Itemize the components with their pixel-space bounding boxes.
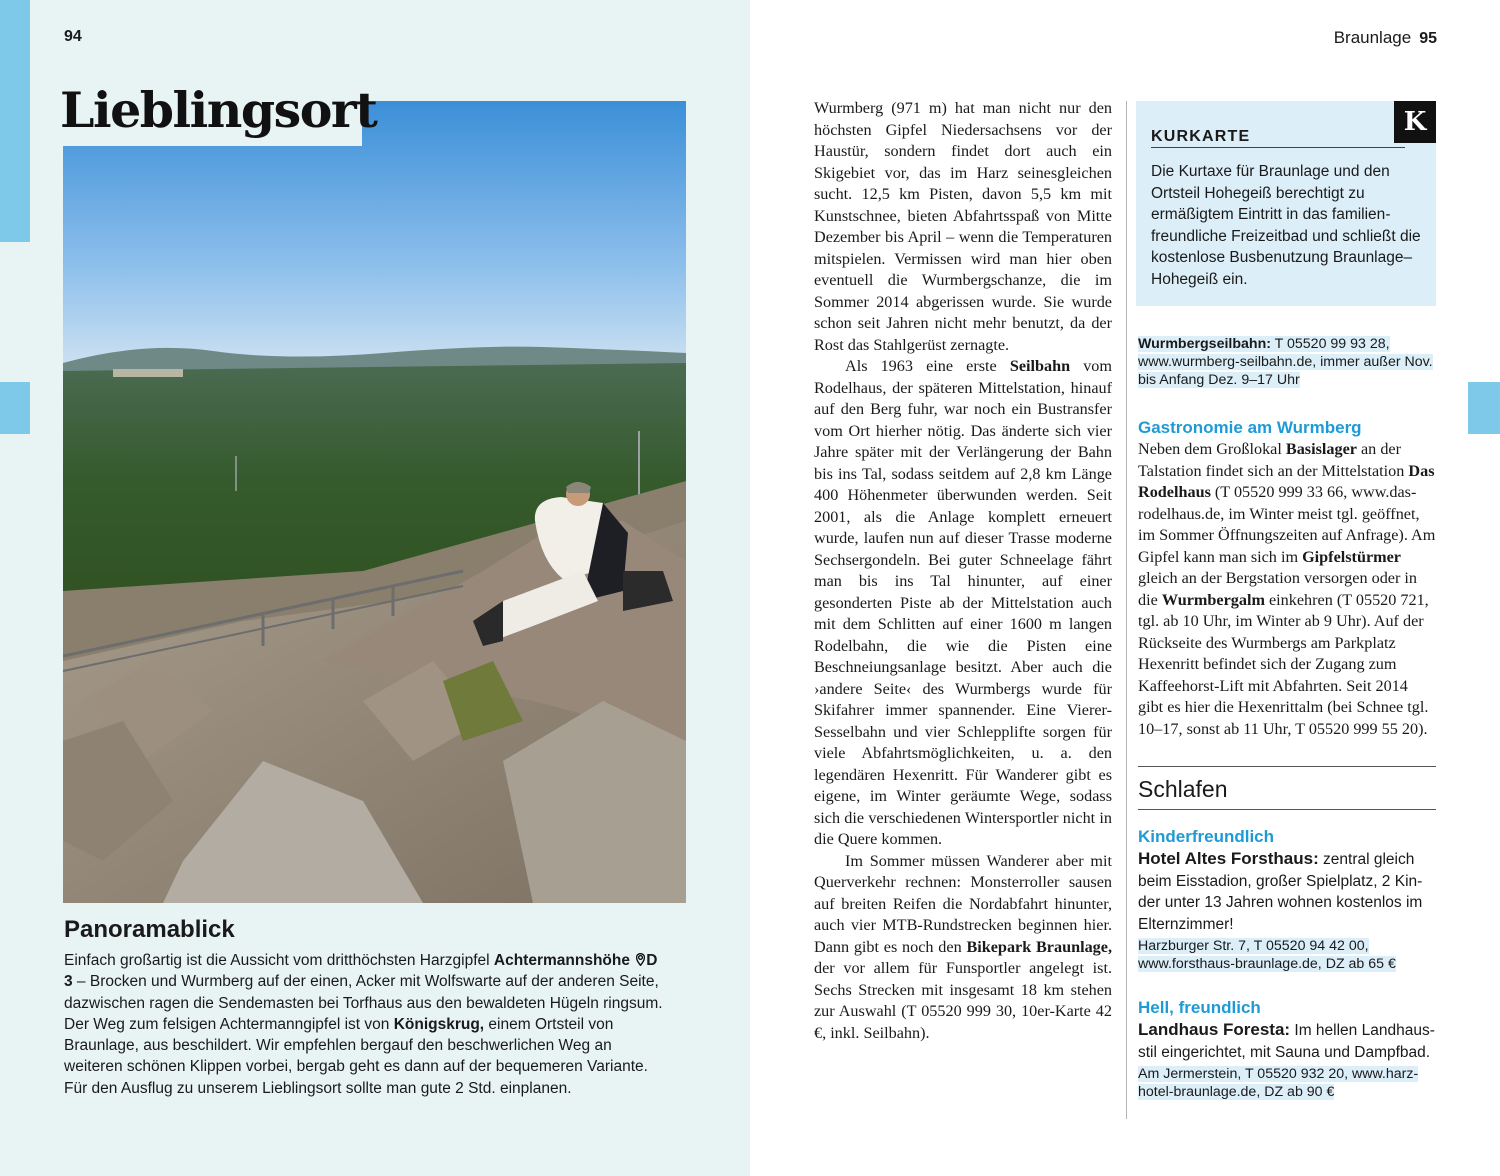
kurkarte-info-box	[1136, 101, 1436, 306]
hotel-entry	[1138, 826, 1436, 973]
section-body-panoramablick: Einfach großartig ist die Aussicht vom dritthöchsten Harzgipfel Achtermannshöhe D 3 – Brocken und Wurmberg auf der einen, Acker mit Wolfswarte auf der anderen Seite, dazwischen ragen die Sendemasten bei Torfhaus aus den bewaldeten Hügeln ringsum. Der Weg zum felsigen Achtermanngipfel ist von Königskrug, einem Ortsteil von Braunlage, aus beschildert. Wir empfehlen bergauf den beschwerlichen Weg an weiteren schönen Klippen vorbei, bergab geht es dann auf der bequemeren Variante. Für den Ausflug zu unserem Lieblingsort sollte man gute 2 Std. einplanen.	[64, 952, 663, 1097]
chapter-tab-marker-right	[1468, 382, 1500, 434]
schlafen-heading: Schlafen	[1138, 776, 1228, 802]
paragraph-sommer: Im Sommer müssen Wanderer aber mit Querverkehr rechnen: Monsterroller sausen auf breiten Reifen die Nordabfahrt hinunter, auch vier MTB-Rundstrecken beginnen hier. Dann gibt es noch den Bikepark Braunlage, der vor allem für Funsportler angelegt ist. Sechs Strecken mit insgesamt 18 km stehen zur Auswahl (T 05520 999 30, 10er-Karte 42 €, inkl. Seilbahn).	[814, 851, 1112, 1042]
hotel-description: Landhaus Foresta: Im hellen Landhausstil eingerichtet, mit Sauna und Dampfbad.	[1138, 1020, 1435, 1061]
map-pin-icon	[636, 953, 645, 966]
page-title: Lieblingsort	[60, 81, 377, 139]
hotel-entry	[1138, 997, 1436, 1101]
gastro-heading: Gastronomie am Wurmberg	[1138, 418, 1362, 437]
page-number-left: 94	[64, 28, 82, 45]
hotel-category: Hell, freundlich	[1138, 998, 1261, 1017]
hotel-name: Hotel Altes Forsthaus:	[1138, 849, 1319, 868]
kurkarte-title-underline	[1151, 147, 1405, 148]
right-page	[750, 0, 1500, 1176]
hotel-category: Kinderfreundlich	[1138, 827, 1275, 846]
schlafen-rule-bottom	[1138, 809, 1436, 810]
page-number-right: 95	[1419, 30, 1437, 47]
paragraph-wurmberg: Wurmberg (971 m) hat man nicht nur den höchsten Gipfel Niedersachsens vor der Haustür, sondern findet dort auch ein Skigebiet vor, das im Harz seinesgleichen sucht. 12,5 km Pisten, davon 5,5 km mit Kunstschnee, bieten Abfahrtsspaß von Mitte Dezember bis April – wenn die Temperaturen mitspielen. Vermissen wird man hier oben eventuell die Wurmbergschanze, die im Sommer 2014 abgerissen wurde. Sie wurde schon seit Jahren nicht mehr benutzt, da der Rost das Stahlgerüst zernagte.	[814, 99, 1112, 354]
side-column	[1138, 335, 1436, 1101]
place-koenigskrug: Königskrug,	[393, 1015, 485, 1033]
hotel-description: Hotel Altes Forsthaus: zentral gleich beim Eisstadion, großer Spielplatz, 2 Kinder unter 13 Jahren wohnen kostenlos im Elternzimmer!	[1138, 849, 1423, 933]
hotel-info: Am Jermerstein, T 05520 932 20, www.harz-hotel-braunlage.de, DZ ab 90 €	[1138, 1066, 1419, 1100]
gastro-text: Neben dem Großlokal Basislager an der Talstation findet sich an der Mittelstation Das Rodelhaus (T 05520 999 33 66, www.das-rodelhaus.de, im Winter meist tgl. geöffnet, im Sommer Öffnungszeiten auf Anfrage). Am Gipfel kann man sich im Gipfelstürmer gleich an der Bergstation versorgen oder in die Wurmbergalm einkehren (T 05520 721, tgl. ab 10 Uhr, im Winter ab 9 Uhr). Auf der Rückseite des Wurmbergs am Parkplatz Hexenritt befindet sich der Zugang zum Kaffeehorst-Lift mit Abfahrten. Seit 2014 gibt es hier die Hexenrittalm (bei Schnee tgl. 10–17, sonst ab 11 Uhr, T 05520 999 55 20).	[1138, 440, 1436, 738]
running-header-section: Braunlage	[1333, 28, 1412, 47]
paragraph-seilbahn: Als 1963 eine erste Seilbahn vom Rodelhaus, der späteren Mittelstation, hinauf auf den Berg fuhr, war noch ein Bustransfer vom Ort hierher nötig. Das änderte sich vier Jahre später mit der Verlängerung der Bahn bis ins Tal, sodass seitdem auf 2,8 km Länge 400 Höhenmeter überwunden werden. Seit 2001, als die Anlage komplett erneuert wurde, laufen nun auf dieser Trasse moderne Sechsergondeln. Bei guter Schneelage fährt man bis ins Tal hinunter, auf einer gesonderten Piste ab der Mittelstation auch mit dem Schlitten auf einer 1600 m langen Rodelbahn, die wie die Pisten eine Beschneiungsanlage besitzt. Aber auch die ›andere Seite‹ des Wurmbergs wurde für Skifahrer immer spannender. Eine Vierer-Sesselbahn und vier Schlepplifte sorgen für viele Abfahrtsmöglichkeiten, u. a. den legendären Hexenritt. Für Wanderer gibt es eigene, im Winter geräumte Wege, sodass sich die verschiedenen Wintersportler nicht in die Quere kommen.	[814, 357, 1112, 848]
kurkarte-title: KURKARTE	[1151, 128, 1251, 145]
chapter-tab-marker	[0, 0, 30, 242]
hero-photo-mountain-view	[63, 101, 686, 903]
map-reference: D 3	[64, 952, 658, 991]
kurkarte-text: Die Kurtaxe für Braunlage und den Ortsteil Hohegeiß berechtigt zu ermäßigtem Eintritt in das familienfreundliche Freizeitbad und schließt die kostenlose Busbenutzung Braunlage–Hohegeiß ein.	[1151, 163, 1421, 288]
hotel-name: Landhaus Foresta:	[1138, 1020, 1291, 1039]
place-achtermannshoehe: Achtermannshöhe	[493, 952, 630, 969]
k-icon: K	[1394, 101, 1436, 143]
running-header	[1334, 28, 1437, 48]
seilbahn-info: Wurmbergseilbahn: T 05520 99 93 28, www.wurmberg-seilbahn.de, immer außer Nov. bis Anfang Dez. 9–17 Uhr	[1138, 336, 1433, 388]
main-text-column	[814, 98, 1112, 1044]
chapter-tab-marker-middle	[0, 382, 30, 434]
hotel-info: Harzburger Str. 7, T 05520 94 42 00, www.forsthaus-braunlage.de, DZ ab 65 €	[1138, 938, 1396, 972]
column-divider	[1126, 101, 1127, 1119]
section-heading-panoramablick: Panoramablick	[64, 916, 235, 943]
